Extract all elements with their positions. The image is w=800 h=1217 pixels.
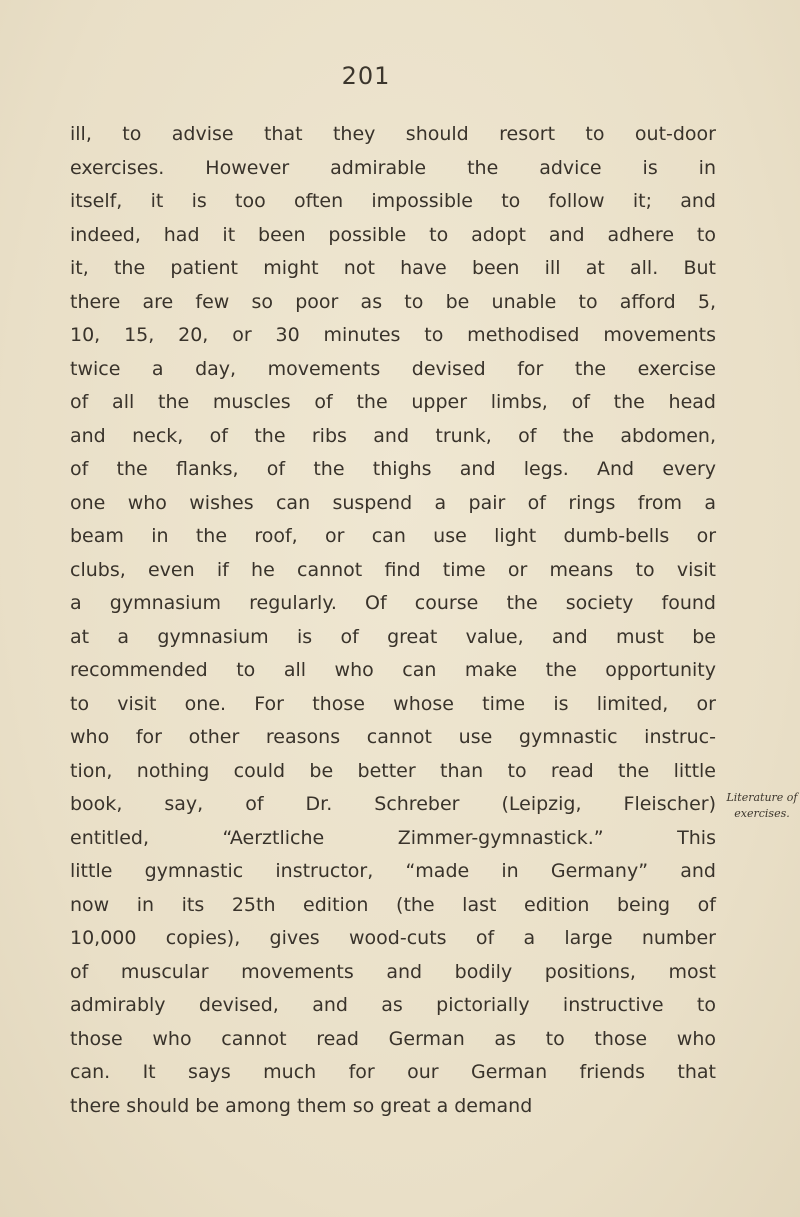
text-line: itself, it is too often impossible to follow it; and <box>70 190 716 212</box>
text-line: at a gymnasium is of great value, and must be <box>70 625 716 648</box>
text-line: admirably devised, and as pictorially instructive to <box>70 994 716 1016</box>
text-line: twice a day, movements devised for the exercise <box>70 357 716 380</box>
body-text <box>70 118 716 1123</box>
text-line: clubs, even if he cannot find time or means to visit <box>70 558 716 581</box>
text-line: ill, to advise that they should resort to out-door <box>70 123 716 145</box>
text-line: those who cannot read German as to those who <box>70 1027 716 1050</box>
margin-note-line: Literature of <box>726 791 798 804</box>
text-line: 10,000 copies), gives wood-cuts of a large number <box>70 927 716 949</box>
text-line: little gymnastic instructor, “made in Germany” and <box>70 860 716 882</box>
text-line: one who wishes can suspend a pair of rings from a <box>70 491 716 514</box>
margin-note-line: exercises. <box>734 807 790 820</box>
text-line: exercises. However admirable the advice is in <box>70 156 716 179</box>
text-line: there should be among them so great a demand <box>70 1094 533 1117</box>
text-line: 10, 15, 20, or 30 minutes to methodised movements <box>70 324 716 346</box>
text-line: recommended to all who can make the opportunity <box>70 659 716 681</box>
text-line: there are few so poor as to be unable to afford 5, <box>70 290 716 313</box>
text-line: and neck, of the ribs and trunk, of the abdomen, <box>70 424 716 447</box>
text-line: indeed, had it been possible to adopt and adhere to <box>70 223 716 246</box>
text-line: of all the muscles of the upper limbs, of the head <box>70 391 716 413</box>
text-line: of the flanks, of the thighs and legs. And every <box>70 458 716 480</box>
page-number: 201 <box>341 62 391 90</box>
text-line: of muscular movements and bodily positions, most <box>70 960 716 983</box>
text-line: who for other reasons cannot use gymnastic instruc- <box>70 726 716 748</box>
text-line: it, the patient might not have been ill at all. But <box>70 257 716 279</box>
text-line: a gymnasium regularly. Of course the society found <box>70 592 716 614</box>
text-line: book, say, of Dr. Schreber (Leipzig, Fleischer) <box>70 793 716 815</box>
text-line: entitled, “Aerztliche Zimmer-gymnastick.” This <box>70 826 716 849</box>
text-line: tion, nothing could be better than to read the little <box>70 759 716 782</box>
text-line: beam in the roof, or can use light dumb-bells or <box>70 525 716 547</box>
margin-note <box>722 790 800 822</box>
text-line: can. It says much for our German friends that <box>70 1061 716 1083</box>
text-line: to visit one. For those whose time is limited, or <box>70 692 716 715</box>
text-line: now in its 25th edition (the last edition being of <box>70 893 716 916</box>
